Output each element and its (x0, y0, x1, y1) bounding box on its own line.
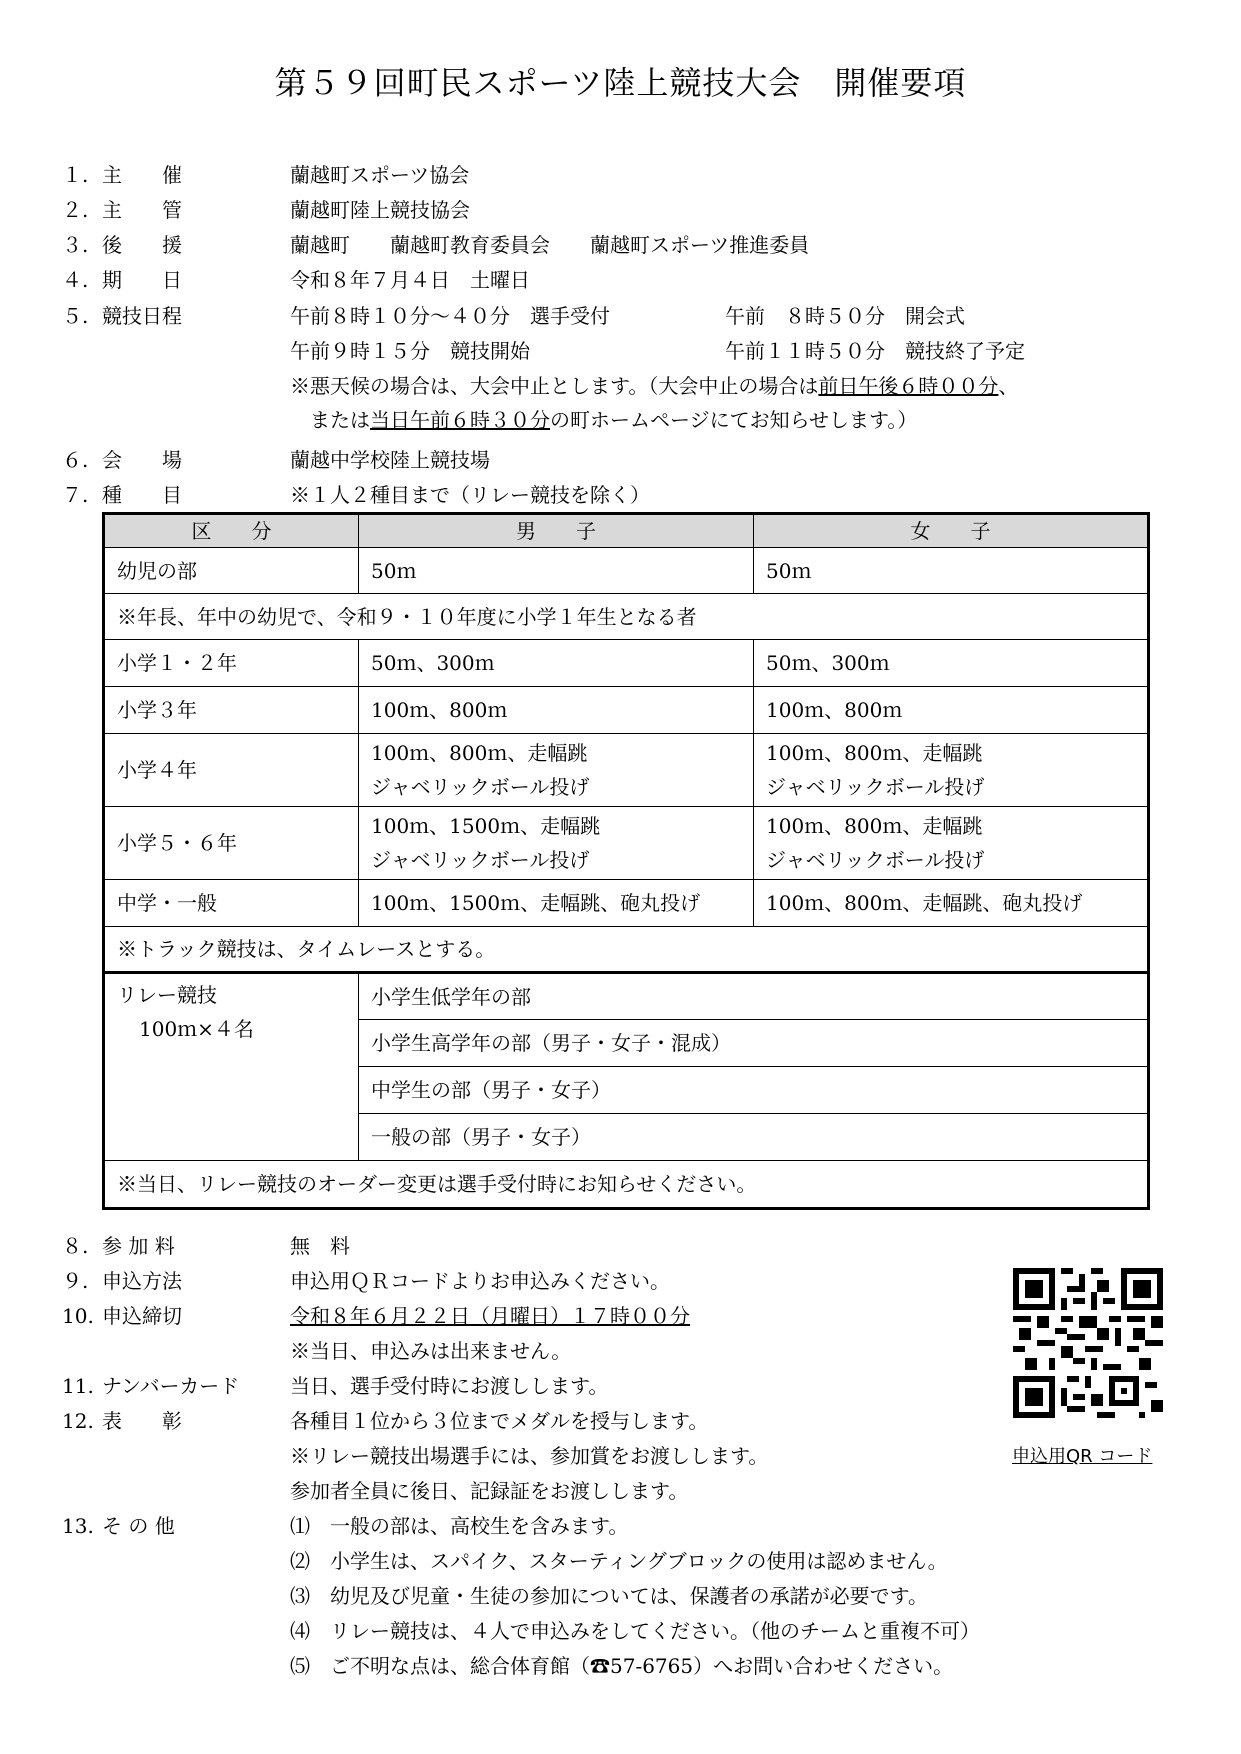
relay-row: 小学生高学年の部（男子・女子・混成） (104, 1020, 1149, 1067)
table-row: 中学・一般 100ｍ、1500ｍ、走幅跳、砲丸投げ 100ｍ、800ｍ、走幅跳、砲丸投げ (104, 880, 1149, 927)
table-row: 幼児の部 50ｍ 50ｍ (104, 548, 1149, 594)
qr-caption: 申込用QR コード (1012, 1446, 1153, 1467)
table-note-row: ※トラック競技は、タイムレースとする。 (104, 927, 1149, 973)
table-note-row: ※当日、リレー競技のオーダー変更は選手受付時にお知らせください。 (104, 1161, 1149, 1209)
page-title: 第５９回町民スポーツ陸上競技大会 開催要項 (274, 64, 967, 102)
table-row: 小学４年 100ｍ、800ｍ、走幅跳 ジャベリックボール投げ 100ｍ、800ｍ、走幅跳 ジャベリックボール投げ (104, 734, 1149, 807)
table-row: 小学５・６年 100ｍ、1500ｍ、走幅跳 ジャベリックボール投げ 100ｍ、800ｍ、走幅跳 ジャベリックボール投げ (104, 807, 1149, 880)
table-row: 小学３年 100ｍ、800ｍ 100ｍ、800ｍ (104, 687, 1149, 734)
table-header: 区 分 男 子 女 子 (104, 514, 1149, 548)
events-table (102, 512, 1150, 1210)
relay-row: 中学生の部（男子・女子） (104, 1067, 1149, 1114)
relay-row: 一般の部（男子・女子） (104, 1114, 1149, 1161)
table-note-row: ※年長、年中の幼児で、令和９・１０年度に小学１年生となる者 (104, 594, 1149, 640)
qr-code-image[interactable] (1013, 1268, 1163, 1418)
table-row: 小学１・２年 50ｍ、300ｍ 50ｍ、300ｍ (104, 640, 1149, 687)
relay-row: リレー競技 100ｍ×４名 小学生低学年の部 (104, 973, 1149, 1020)
